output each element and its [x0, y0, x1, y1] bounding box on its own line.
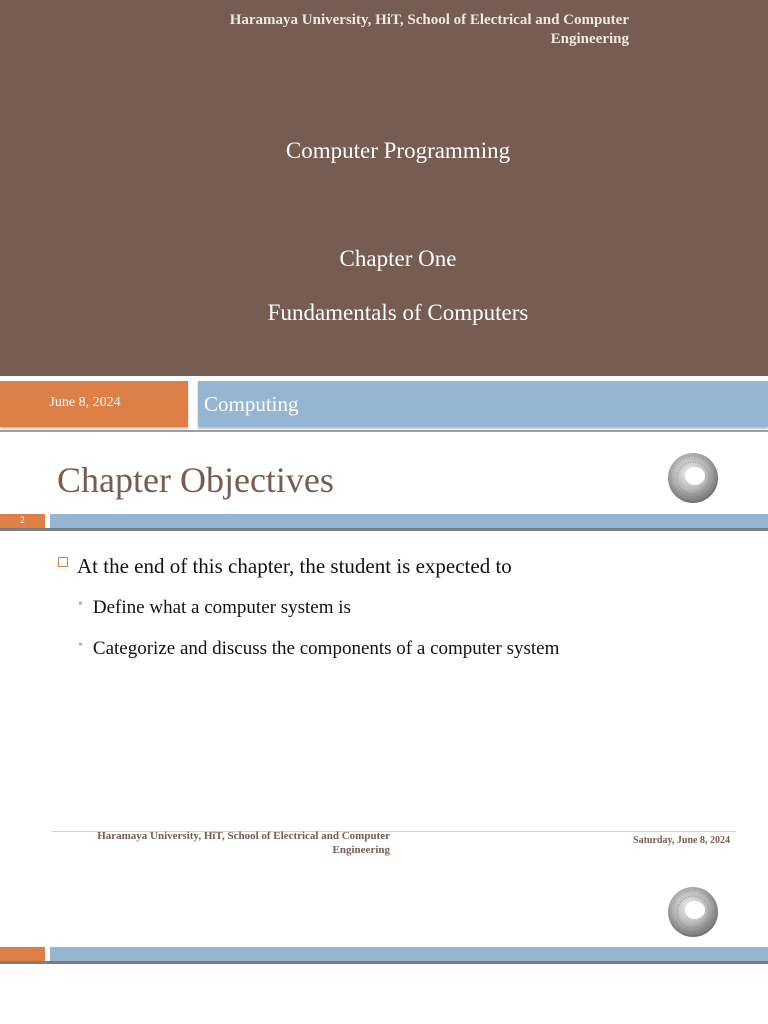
- bullet-sub-text: Categorize and discuss the components of a computer system: [92, 638, 560, 659]
- dot-bullet-icon: •: [78, 597, 83, 612]
- bullet-main-text: At the end of this chapter, the student is expected to: [77, 554, 512, 578]
- bullet-sub: [78, 638, 559, 660]
- ring-logo-icon: [667, 452, 719, 504]
- dot-bullet-icon: •: [78, 638, 83, 653]
- footer-date: Saturday, June 8, 2024: [633, 835, 730, 846]
- slide-topic: Computing: [204, 392, 299, 416]
- slide-divider: [0, 430, 768, 432]
- bottom-accent-bar-blue: [50, 947, 768, 961]
- chapter-title: Chapter One: [339, 246, 457, 271]
- slide-title: Chapter Objectives: [57, 460, 334, 500]
- course-title: Computer Programming: [285, 138, 511, 163]
- bullet-main: [58, 554, 512, 579]
- bottom-accent-bar-orange: [0, 947, 45, 961]
- square-bullet-icon: [58, 557, 68, 567]
- bullet-sub: [78, 597, 351, 619]
- topic-box: [198, 381, 768, 427]
- footer-institution: Haramaya University, HiT, School of Electrical and Computer Engineering: [97, 830, 390, 856]
- date-box: [0, 381, 188, 427]
- title-bar-shadow: [0, 528, 768, 531]
- slide-header-institution: Haramaya University, HiT, School of Electrical and Computer Engineering: [229, 12, 629, 47]
- chapter-subject: Fundamentals of Computers: [267, 300, 529, 325]
- slide-date: June 8, 2024: [49, 395, 121, 410]
- bottom-bar-shadow: [0, 961, 768, 964]
- title-slide-banner: [0, 0, 768, 376]
- slide-number: 2: [20, 515, 25, 525]
- title-accent-bar: [50, 514, 768, 528]
- ring-logo-icon: [667, 886, 719, 938]
- slide-number-bar: [0, 514, 45, 528]
- bullet-sub-text: Define what a computer system is: [92, 597, 351, 618]
